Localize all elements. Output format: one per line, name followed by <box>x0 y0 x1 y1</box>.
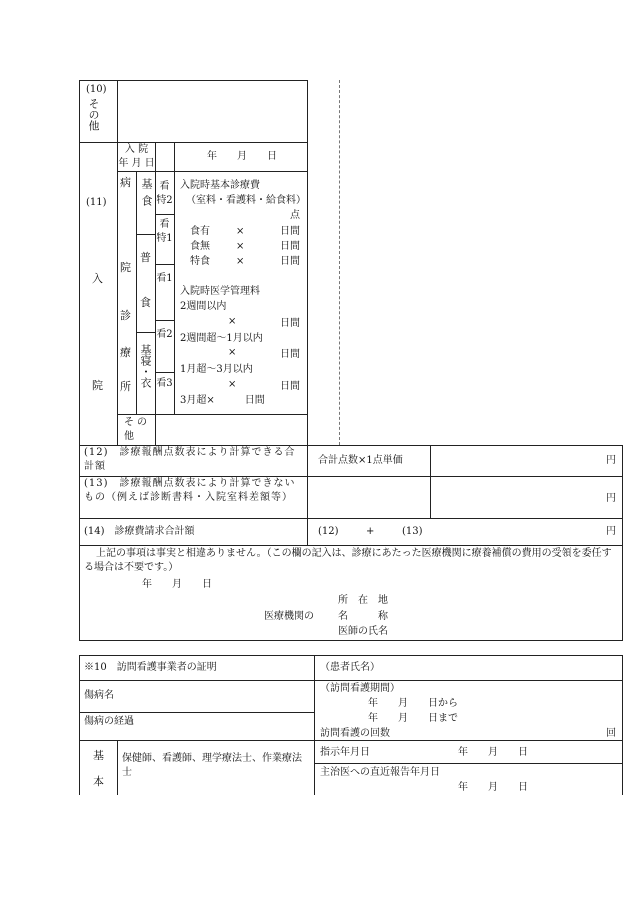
border <box>79 655 622 656</box>
igaku-row-unit: 日間 <box>280 318 300 329</box>
kihon-title: 入院時基本診療費 <box>180 180 260 191</box>
shoku-row-times: × <box>236 241 245 252</box>
sec11-label: (11) <box>86 197 107 208</box>
report-date-value: 年 月 日 <box>458 782 528 793</box>
nursing-period-to: 年 月 日まで <box>368 713 458 724</box>
sec14-formula-a: (12) <box>318 526 339 537</box>
report-date-label: 主治医への直近報告年月日 <box>320 767 440 778</box>
nursing-count-label: 訪問看護の回数 <box>320 728 390 739</box>
kan2: 看2 <box>156 329 173 340</box>
nursing-staff: 保健師、看護師、理学療法士、作業療法士 <box>122 753 302 778</box>
border <box>314 763 622 764</box>
sonota-label: その他 <box>124 417 150 442</box>
nursing-patient: （患者氏名） <box>320 662 380 673</box>
border <box>79 545 622 546</box>
igaku-row-unit: 日間 <box>280 381 300 392</box>
igaku-row-times: × <box>228 316 237 327</box>
border <box>117 171 308 172</box>
kishoku-label: 基食 <box>140 178 153 212</box>
byo-char: 病 <box>120 176 131 189</box>
sec14-yen: 円 <box>606 526 616 537</box>
igaku-last: 3月超× 日間 <box>180 395 265 406</box>
ryo-char: 療 <box>120 346 131 359</box>
igaku-row-times: × <box>228 347 237 358</box>
kan3: 看3 <box>156 378 173 389</box>
border <box>136 332 155 333</box>
shoku-row-label: 食有 <box>190 226 210 237</box>
border <box>79 80 80 641</box>
sec12-mid: 合計点数×1点単価 <box>318 455 403 466</box>
border <box>174 142 175 415</box>
sec10-vertical: その他 <box>87 98 100 131</box>
border <box>136 171 137 414</box>
border <box>307 445 308 545</box>
shoku-row-unit: 日間 <box>280 256 300 267</box>
sec12-label: (12) 診療報酬点数表により計算できる合計額 <box>84 447 296 472</box>
border <box>430 445 431 519</box>
border <box>79 740 622 741</box>
shoku-char: 食 <box>140 296 151 309</box>
border <box>155 264 174 265</box>
basic-char-1: 基 <box>93 749 104 762</box>
igaku-row-label: 2週間超～1月以内 <box>180 333 263 344</box>
shoku-row-unit: 日間 <box>280 241 300 252</box>
shin-char: 診 <box>120 309 131 322</box>
kan-toku1: 看特1 <box>156 219 173 244</box>
border <box>136 234 155 235</box>
border <box>79 680 622 681</box>
kan1: 看1 <box>156 273 173 284</box>
border <box>307 80 308 445</box>
border <box>314 655 315 795</box>
nursing-period-from: 年 月 日から <box>368 698 458 709</box>
sho-char: 所 <box>120 380 131 393</box>
border <box>79 518 622 519</box>
kan-toku2: 看特2 <box>156 181 173 206</box>
admission-date-label: 入 院 年 月 日 <box>118 144 155 169</box>
border <box>155 320 174 321</box>
igaku-title: 入院時医学管理料 <box>180 286 260 297</box>
border <box>79 142 308 143</box>
border <box>79 640 622 641</box>
nursing-disease: 傷病名 <box>84 690 114 701</box>
sec12-yen: 円 <box>606 455 616 466</box>
sec11-nyu: 入 <box>92 272 103 285</box>
admission-date-value: 年 月 日 <box>207 151 277 162</box>
sec11-in: 院 <box>92 379 103 392</box>
cert-institution-label: 医療機関の <box>264 611 314 622</box>
border <box>622 655 623 795</box>
nursing-count-unit: 回 <box>606 728 616 739</box>
dashed-divider <box>339 80 340 445</box>
nursing-period-label: （訪問看護期間） <box>320 683 400 694</box>
basic-char-2: 本 <box>93 775 104 788</box>
shoku-row-unit: 日間 <box>280 226 300 237</box>
shoku-row-times: × <box>236 226 245 237</box>
border <box>117 80 118 445</box>
in-char: 院 <box>120 261 131 274</box>
border <box>155 214 174 215</box>
sec13-label: (13) 診療報酬点数表により計算できないもの（例えば診断書料・入院室料差額等） <box>84 478 296 503</box>
kihon-sub: （室料・看護料・給食料） <box>186 195 306 206</box>
cert-doctor: 医師の氏名 <box>338 626 388 637</box>
sec10-label: (10) <box>86 84 107 95</box>
cert-name: 名 称 <box>338 611 388 622</box>
instruction-date-value: 年 月 日 <box>458 747 528 758</box>
futsu-char: 普 <box>140 251 151 264</box>
border <box>155 372 174 373</box>
sec14-formula-plus: + <box>366 526 375 537</box>
sec13-yen: 円 <box>606 493 616 504</box>
border <box>117 740 118 795</box>
border <box>79 655 80 795</box>
border <box>79 712 315 713</box>
border <box>79 80 308 81</box>
border <box>117 414 308 415</box>
shoku-row-times: × <box>236 256 245 267</box>
sec14-label: (14) 診療費請求合計額 <box>84 526 195 537</box>
border <box>622 445 623 641</box>
cert-address: 所 在 地 <box>338 595 388 606</box>
cert-statement: 上記の事項は事実と相違ありません。（この欄の記入は、診療にあたった医療機関に療養補償の費用の受領を委任する場合は不要です。） <box>84 548 612 573</box>
nursing-course: 傷病の経過 <box>84 716 134 727</box>
shoku-row-label: 食無 <box>190 241 210 252</box>
instruction-date-label: 指示年月日 <box>320 747 370 758</box>
igaku-row-unit: 日間 <box>280 349 300 360</box>
shoku-row-label: 特食 <box>190 256 210 267</box>
kishin-label: 基寝・衣 <box>139 344 152 388</box>
igaku-row-label: 2週間以内 <box>180 301 227 312</box>
nursing-title: ※10 訪問看護事業者の証明 <box>84 662 217 673</box>
igaku-row-times: × <box>228 379 237 390</box>
cert-date: 年 月 日 <box>142 579 212 590</box>
igaku-row-label: 1月超～3月以内 <box>180 364 253 375</box>
sec14-formula-b: (13) <box>402 526 423 537</box>
ten-unit: 点 <box>290 210 300 221</box>
